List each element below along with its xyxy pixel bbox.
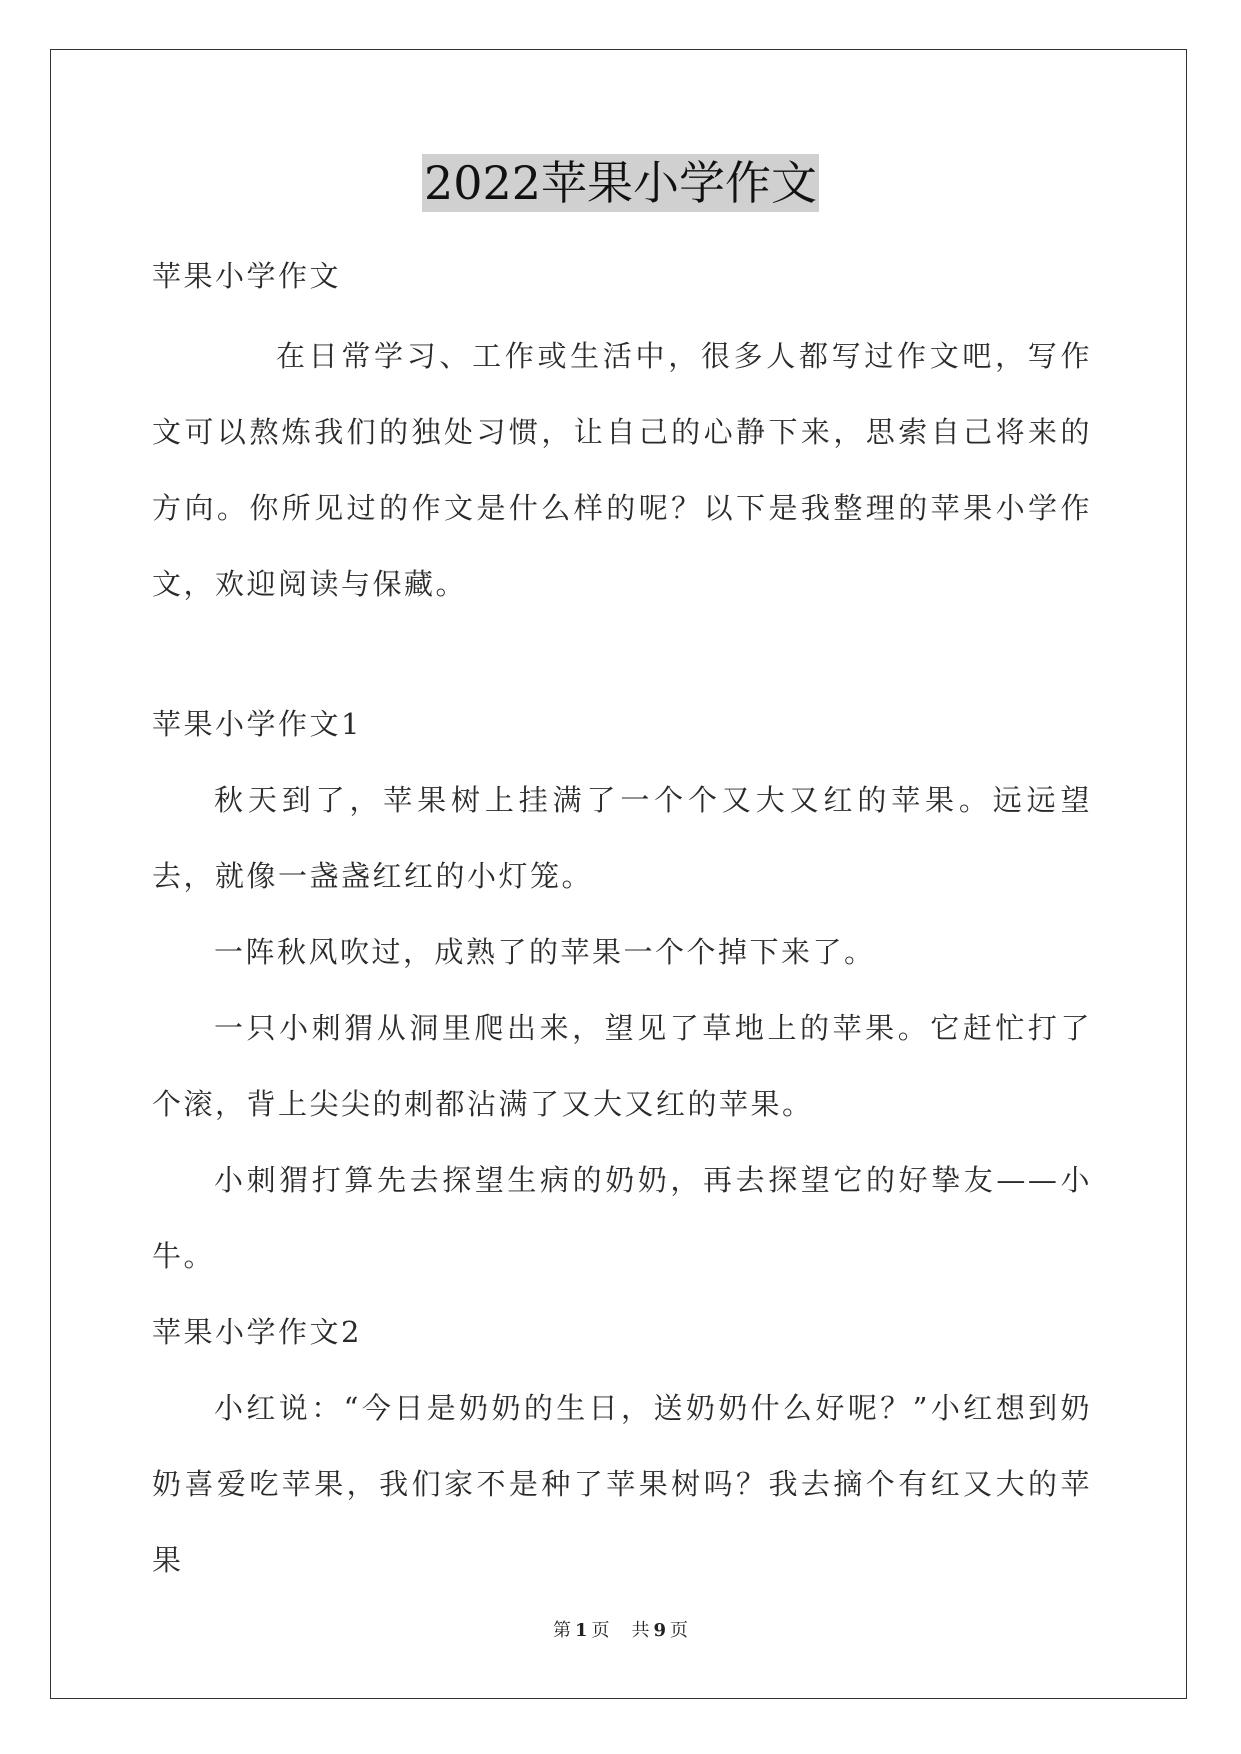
document-body <box>152 238 1092 1598</box>
document-subtitle: 苹果小学作文 <box>152 259 342 293</box>
intro-paragraph: 在日常学习、工作或生活中，很多人都写过作文吧，写作文可以熬炼我们的独处习惯，让自己的心静下来，思索自己将来的方向。你所见过的作文是什么样的呢？以下是我整理的苹果小学作文，欢迎阅读与保藏。 <box>152 339 1092 601</box>
section-1-paragraph: 秋天到了，苹果树上挂满了一个个又大又红的苹果。远远望去，就像一盏盏红红的小灯笼。 <box>152 783 1092 893</box>
total-suffix: 页 <box>670 1620 689 1641</box>
section-1-paragraph: 小刺猬打算先去探望生病的奶奶，再去探望它的好挚友——小牛。 <box>152 1163 1092 1273</box>
page-suffix: 页 <box>591 1620 610 1641</box>
document-title <box>0 154 1241 212</box>
total-page-count: 9 <box>653 1620 667 1641</box>
total-prefix: 共 <box>631 1620 650 1641</box>
section-heading-1: 苹果小学作文1 <box>152 707 362 741</box>
page-footer <box>0 1616 1241 1642</box>
section-heading-2: 苹果小学作文2 <box>152 1315 362 1349</box>
current-page-number: 1 <box>574 1620 588 1641</box>
section-2-paragraph: 小红说：“今日是奶奶的生日，送奶奶什么好呢？”小红想到奶奶喜爱吃苹果，我们家不是种了苹果树吗？我去摘个有红又大的苹果 <box>152 1391 1092 1577</box>
page-prefix: 第 <box>552 1620 571 1641</box>
section-1-paragraph: 一阵秋风吹过，成熟了的苹果一个个掉下来了。 <box>214 935 876 969</box>
document-title-text: 2022苹果小学作文 <box>423 156 818 210</box>
section-1-paragraph: 一只小刺猬从洞里爬出来，望见了草地上的苹果。它赶忙打了个滚，背上尖尖的刺都沾满了又大又红的苹果。 <box>152 1011 1092 1121</box>
